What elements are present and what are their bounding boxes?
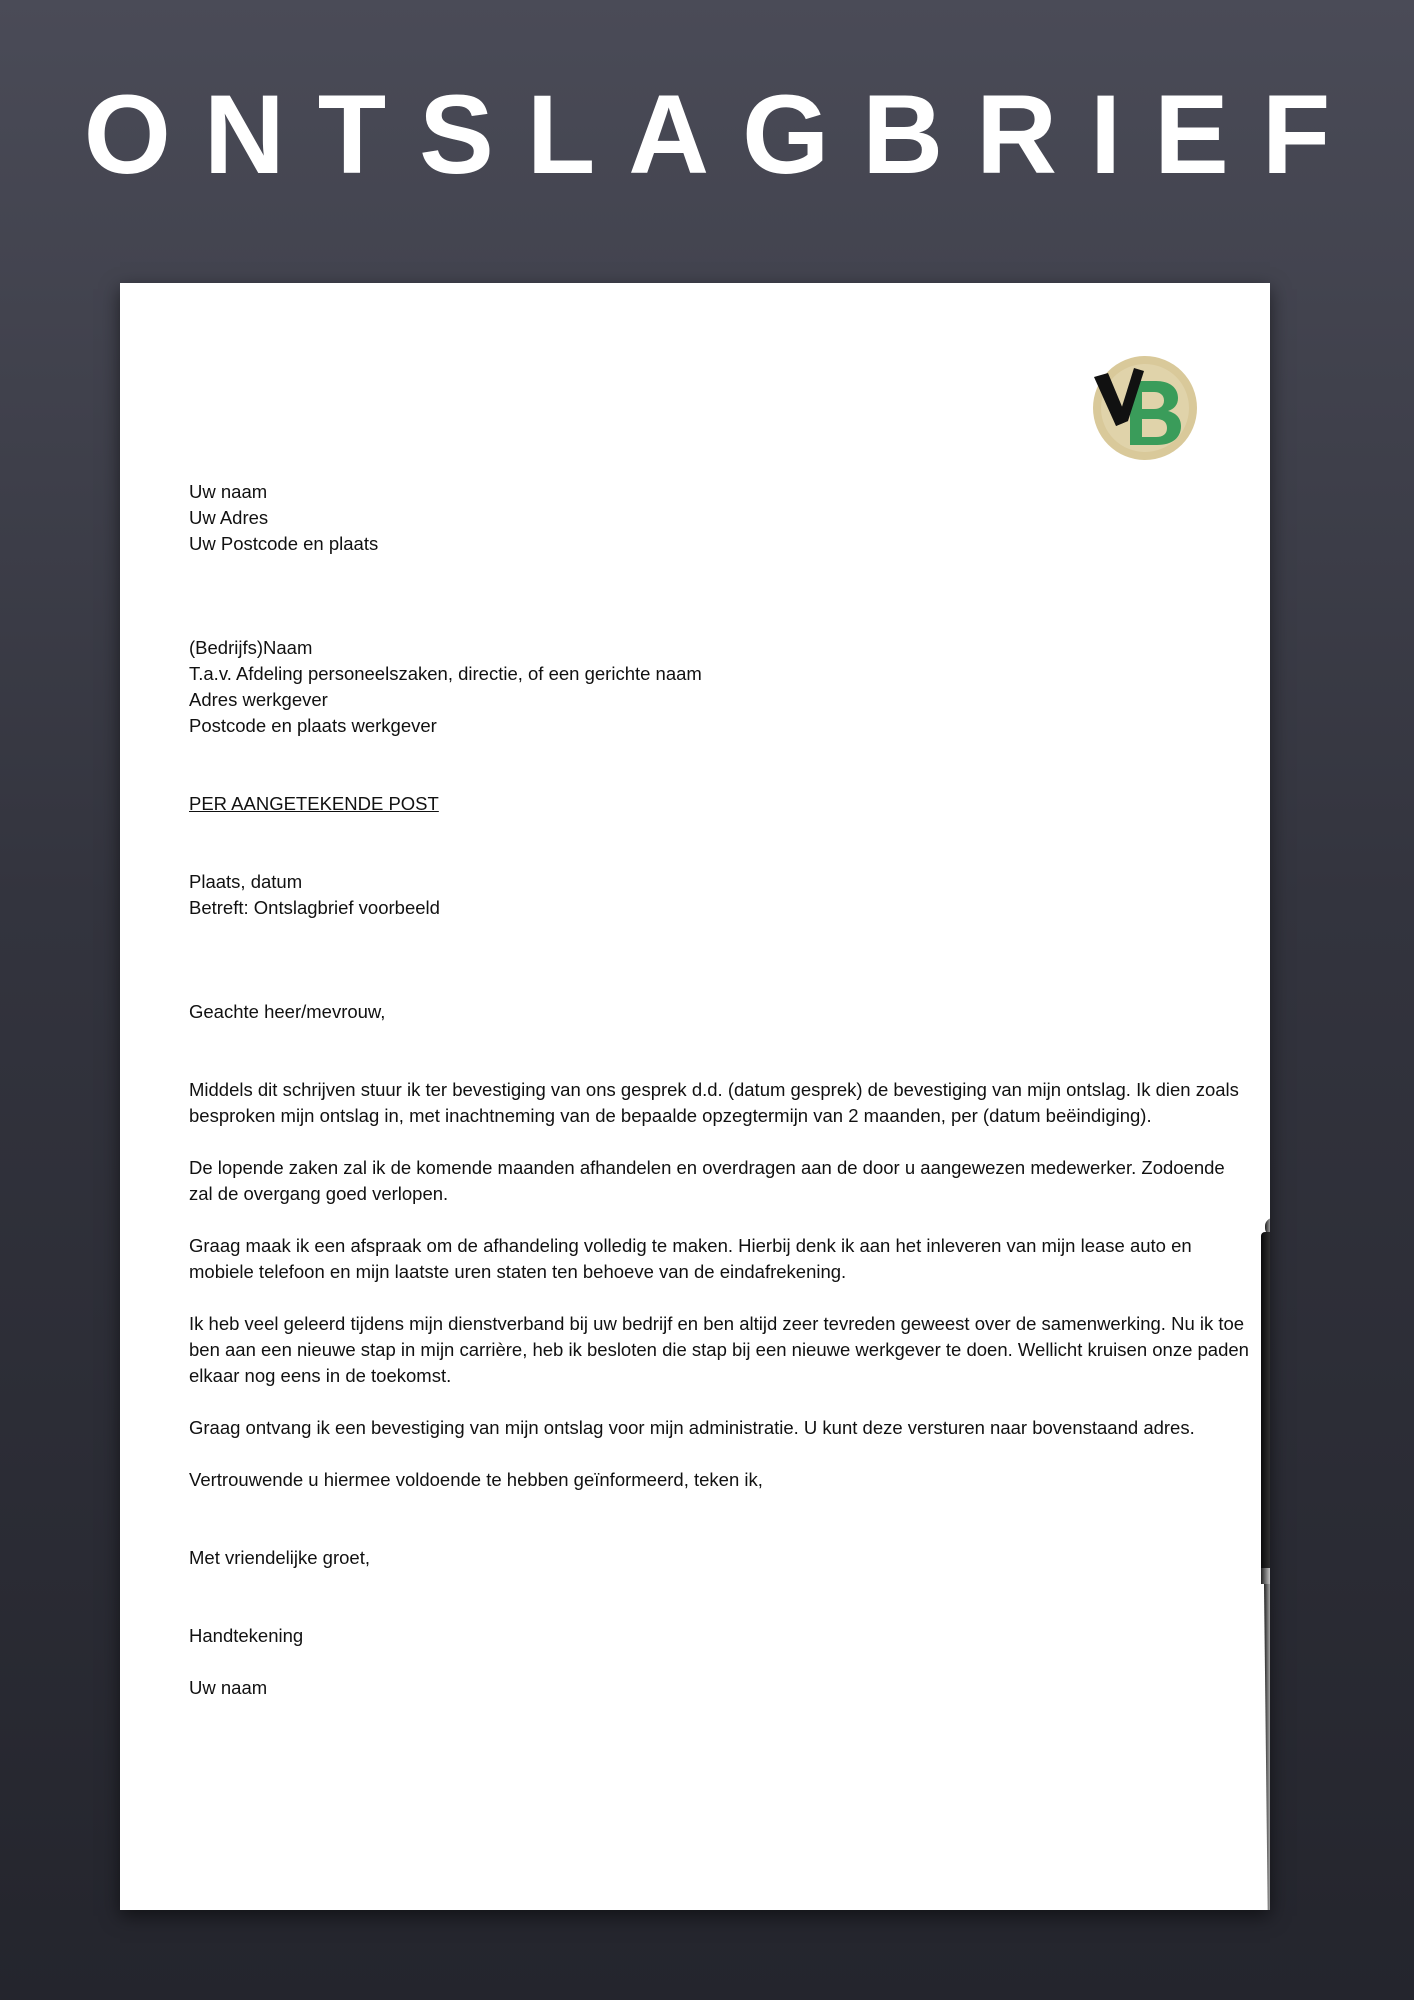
salutation: Geachte heer/mevrouw, bbox=[189, 1001, 386, 1022]
letter-page bbox=[120, 283, 1270, 1910]
letter-body bbox=[189, 479, 1249, 1701]
paragraph-gratitude: Ik heb veel geleerd tijdens mijn dienstverband bij uw bedrijf en ben altijd zeer tevreden geweest over de samenwerking. Nu ik toe ben aan een nieuwe stap in mijn carrière, heb ik besloten die stap bij een nieuwe werkgever te doen. Wellicht kruisen onze paden elkaar nog eens in de toekomst. bbox=[189, 1313, 1249, 1386]
page-title: ONTSLAGBRIEF bbox=[83, 72, 1364, 197]
sender-name: Uw naam bbox=[189, 481, 268, 502]
closing: Met vriendelijke groet, bbox=[189, 1547, 370, 1568]
subject-line: Betreft: Ontslagbrief voorbeeld bbox=[189, 897, 440, 918]
recipient-address: Adres werkgever bbox=[189, 689, 328, 710]
recipient-company: (Bedrijfs)Naam bbox=[189, 637, 313, 658]
paragraph-informed: Vertrouwende u hiermee voldoende te hebben geïnformeerd, teken ik, bbox=[189, 1469, 763, 1490]
signature-name: Uw naam bbox=[189, 1677, 268, 1698]
paragraph-confirmation: Graag ontvang ik een bevestiging van mijn ontslag voor mijn administratie. U kunt deze versturen naar bovenstaand adres. bbox=[189, 1417, 1195, 1438]
paragraph-handover: De lopende zaken zal ik de komende maanden afhandelen en overdragen aan de door u aangewezen medewerker. Zodoende zal de overgang goed verlopen. bbox=[189, 1157, 1225, 1204]
place-date: Plaats, datum bbox=[189, 871, 303, 892]
recipient-postal-city: Postcode en plaats werkgever bbox=[189, 715, 437, 736]
delivery-method: PER AANGETEKENDE POST bbox=[189, 793, 439, 814]
pen-image bbox=[1255, 1218, 1270, 1910]
company-logo bbox=[1092, 355, 1198, 461]
sender-postal-city: Uw Postcode en plaats bbox=[189, 533, 379, 554]
sender-address: Uw Adres bbox=[189, 507, 269, 528]
recipient-attention: T.a.v. Afdeling personeelszaken, directie, of een gerichte naam bbox=[189, 663, 702, 684]
signature: Handtekening bbox=[189, 1625, 304, 1646]
paragraph-appointment: Graag maak ik een afspraak om de afhandeling volledig te maken. Hierbij denk ik aan het inleveren van mijn lease auto en mobiele telefoon en mijn laatste uren staten ten behoeve van de eindafrekening. bbox=[189, 1235, 1192, 1282]
paragraph-resignation: Middels dit schrijven stuur ik ter bevestiging van ons gesprek d.d. (datum gesprek) de bevestiging van mijn ontslag. Ik dien zoals besproken mijn ontslag in, met inachtneming van de bepaalde opzegtermijn van 2 maanden, per (datum beëindiging). bbox=[189, 1079, 1239, 1126]
